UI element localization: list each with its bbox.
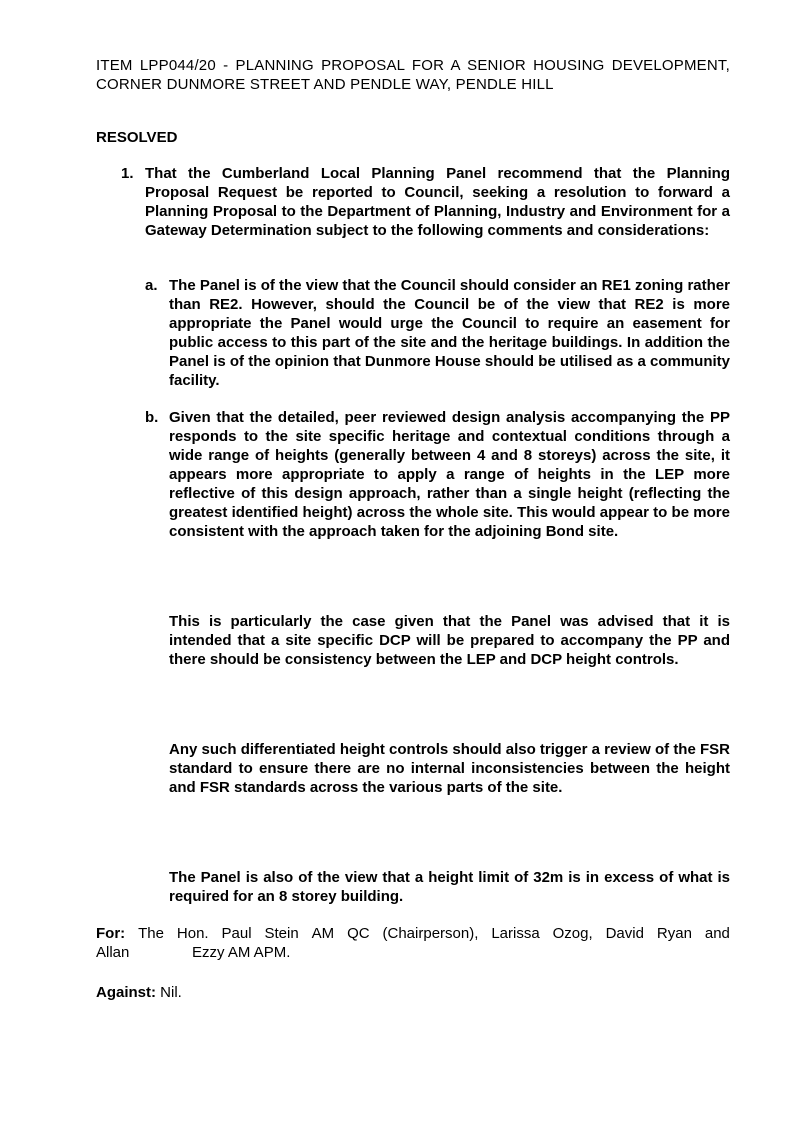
vote-against-label: Against:: [96, 984, 156, 1001]
list-marker-a: a.: [145, 277, 158, 294]
item-title: ITEM LPP044/20 - PLANNING PROPOSAL FOR A SENIOR HOUSING DEVELOPMENT, CORNER DUNMORE STREET AND PENDLE WAY, PENDLE HILL: [96, 57, 730, 93]
list-marker-b: b.: [145, 409, 159, 426]
consideration-a: The Panel is of the view that the Council should consider an RE1 zoning rather than RE2. However, should the Council be of the view that RE2 is more appropriate the Panel would urge the Council to require an easement for public access to this part of the site and the heritage buildings. In addition the Panel is of the opinion that Dunmore House should be utilised as a community facility.: [169, 277, 730, 389]
vote-for-label: For:: [96, 925, 126, 942]
vote-for-word: The: [138, 925, 164, 942]
paragraph-dcp-consistency: This is particularly the case given that the Panel was advised that it is intended that a site specific DCP will be prepared to accompany the PP and there should be consistency between the LEP and DCP height controls.: [169, 613, 730, 668]
vote-for-line-1: [96, 924, 730, 943]
vote-for-word: Allan: [96, 944, 130, 961]
resolved-heading: RESOLVED: [96, 129, 178, 146]
vote-for-word: Paul: [221, 925, 252, 942]
vote-against: [96, 983, 182, 1002]
vote-for-word: (Chairperson),: [382, 925, 479, 942]
vote-for-rest: Ezzy AM APM.: [192, 944, 291, 961]
paragraph-height-limit: The Panel is also of the view that a height limit of 32m is in excess of what is required for an 8 storey building.: [169, 869, 730, 905]
list-marker-1: 1.: [121, 165, 134, 182]
vote-for-word: AM: [311, 925, 335, 942]
vote-for-word: David: [605, 925, 644, 942]
vote-for-word: Ryan: [656, 925, 692, 942]
vote-for-word: and: [704, 925, 730, 942]
vote-for-word: Larissa: [491, 925, 540, 942]
vote-for-line-2: [96, 943, 730, 962]
consideration-b: Given that the detailed, peer reviewed design analysis accompanying the PP responds to the site specific heritage and contextual conditions through a wide range of heights (generally between 4 and 8 storeys) across the site, it appears more appropriate to apply a range of heights in the LEP more reflective of this design approach, rather than a single height (reflecting the greatest identified height) across the whole site. This would appear to be more consistent with the approach taken for the adjoining Bond site.: [169, 409, 730, 540]
vote-for: [96, 924, 730, 962]
vote-against-value: Nil.: [160, 984, 182, 1001]
vote-for-word: Hon.: [176, 925, 209, 942]
paragraph-fsr-review: Any such differentiated height controls should also trigger a review of the FSR standard to ensure there are no internal inconsistencies between the height and FSR standards across the various parts of the site.: [169, 741, 730, 796]
vote-for-word: Ozog,: [552, 925, 593, 942]
vote-for-word: QC: [347, 925, 370, 942]
vote-for-word: Stein: [264, 925, 299, 942]
resolution-item-1: That the Cumberland Local Planning Panel recommend that the Planning Proposal Request be reported to Council, seeking a resolution to forward a Planning Proposal to the Department of Planning, Industry and Environment for a Gateway Determination subject to the following comments and considerations:: [145, 165, 730, 239]
